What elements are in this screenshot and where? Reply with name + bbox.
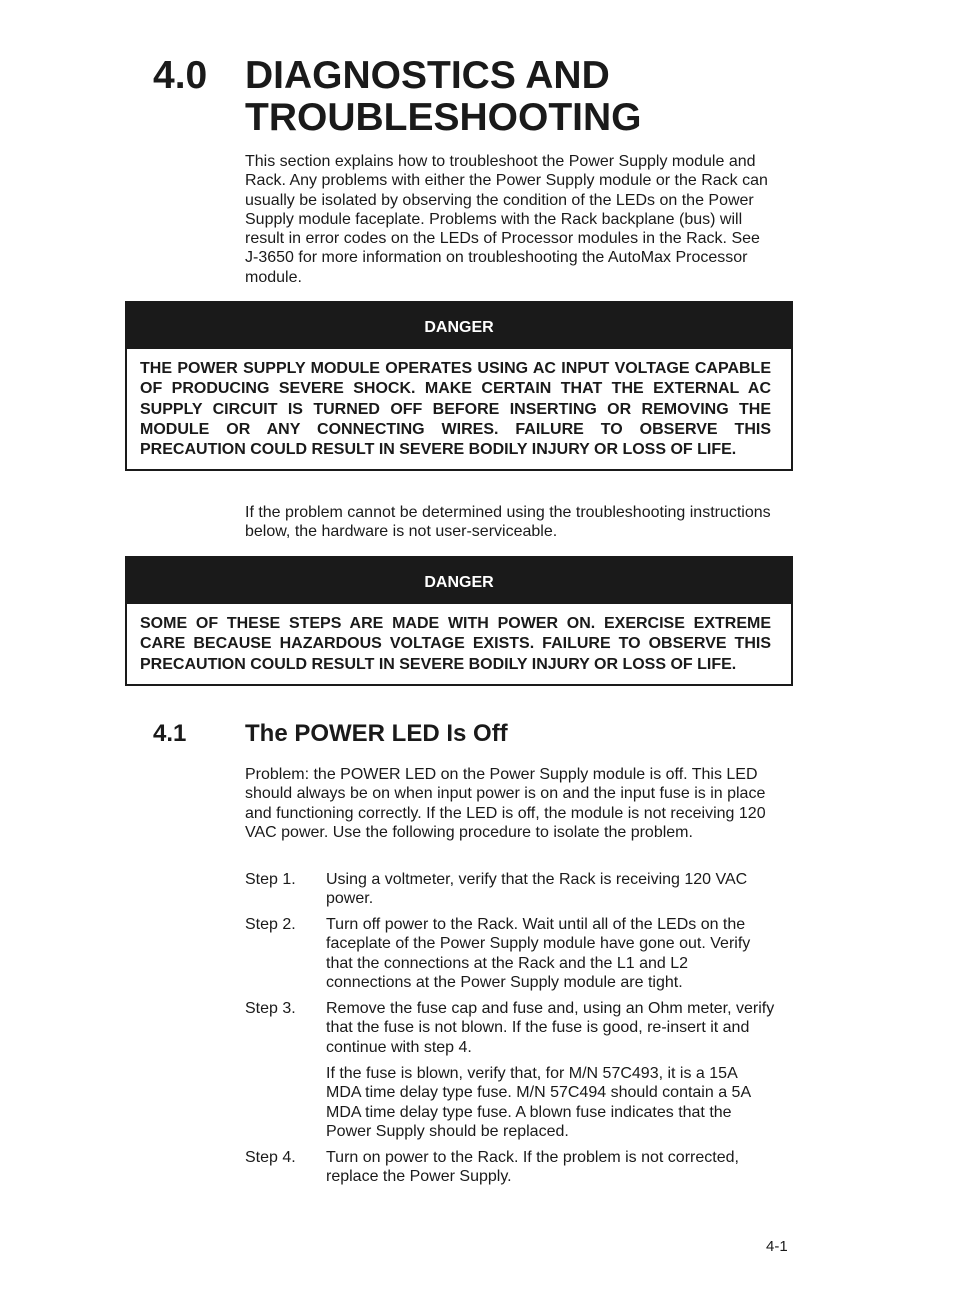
middle-paragraph: If the problem cannot be determined using the troubleshooting instructions below, the hardware is not user-serviceable. [245, 504, 771, 541]
step-text: Remove the fuse cap and fuse and, using an Ohm meter, verify that the fuse is not blown. If the fuse is good, re-insert it and continue with step 4. [326, 1000, 775, 1056]
step-text: Using a voltmeter, verify that the Rack is receiving 120 VAC power. [326, 871, 748, 908]
page-number: 4-1 [766, 1238, 788, 1255]
step-label: Step 1. [245, 871, 296, 888]
step-2 [245, 915, 775, 992]
step-3-continued [245, 1064, 775, 1141]
danger-text-1: THE POWER SUPPLY MODULE OPERATES USING AC INPUT VOLTAGE CAPABLE OF PRODUCING SEVERE SHOCK. MAKE CERTAIN THAT THE EXTERNAL AC SUPPLY CIRCUIT IS TURNED OFF BEFORE INSERTING OR REMOVING THE MODULE OR ANY CONNECTING WIRES. FAILURE TO OBSERVE THIS PRECAUTION COULD RESULT IN SEVERE BODILY INJURY OR LOSS OF LIFE. [140, 360, 771, 459]
step-4 [245, 1148, 775, 1187]
danger-box-2 [125, 556, 793, 686]
danger-text-2: SOME OF THESE STEPS ARE MADE WITH POWER ON. EXERCISE EXTREME CARE BECAUSE HAZARDOUS VOLTAGE EXISTS. FAILURE TO OBSERVE THIS PRECAUTION COULD RESULT IN SEVERE BODILY INJURY OR LOSS OF LIFE. [140, 615, 771, 673]
step-text: Turn off power to the Rack. Wait until all of the LEDs on the faceplate of the Power Supply module have gone out. Verify that the connections at the Rack and the L1 and L2 connections at the Power Supply module are tight. [326, 916, 751, 991]
step-label: Step 4. [245, 1149, 296, 1166]
section-number: 4.1 [153, 720, 187, 747]
step-label: Step 2. [245, 916, 296, 933]
chapter-number: 4.0 [153, 54, 208, 97]
problem-paragraph: Problem: the POWER LED on the Power Supply module is off. This LED should always be on when input power is on and the input fuse is in place and functioning correctly. If the LED is off, the module is not receiving 120 VAC power. Use the following procedure to isolate the problem. [245, 766, 766, 841]
step-label: Step 3. [245, 1000, 296, 1017]
danger-heading-1: DANGER [127, 303, 791, 349]
step-3 [245, 999, 775, 1057]
chapter-title-text: DIAGNOSTICS AND TROUBLESHOOTING [245, 54, 642, 139]
step-1 [245, 870, 775, 909]
danger-box-1 [125, 301, 793, 471]
danger-heading-2: DANGER [127, 558, 791, 604]
step-text: If the fuse is blown, verify that, for M/N 57C493, it is a 15A MDA time delay type fuse. M/N 57C494 should contain a 5A MDA time delay type fuse. A blown fuse indicates that the Power Supply should be replaced. [326, 1065, 751, 1140]
step-text: Turn on power to the Rack. If the problem is not corrected, replace the Power Supply. [326, 1149, 739, 1186]
section-title-text: The POWER LED Is Off [245, 720, 508, 747]
intro-paragraph: This section explains how to troubleshoot the Power Supply module and Rack. Any problems with either the Power Supply module or the Rack can usually be isolated by observing the condition of the LEDs on the Power Supply module faceplate. Problems with the Rack backplane (bus) will result in error codes on the LEDs of Processor modules in the Rack. See J-3650 for more information on troubleshooting the AutoMax Processor module. [245, 153, 768, 286]
